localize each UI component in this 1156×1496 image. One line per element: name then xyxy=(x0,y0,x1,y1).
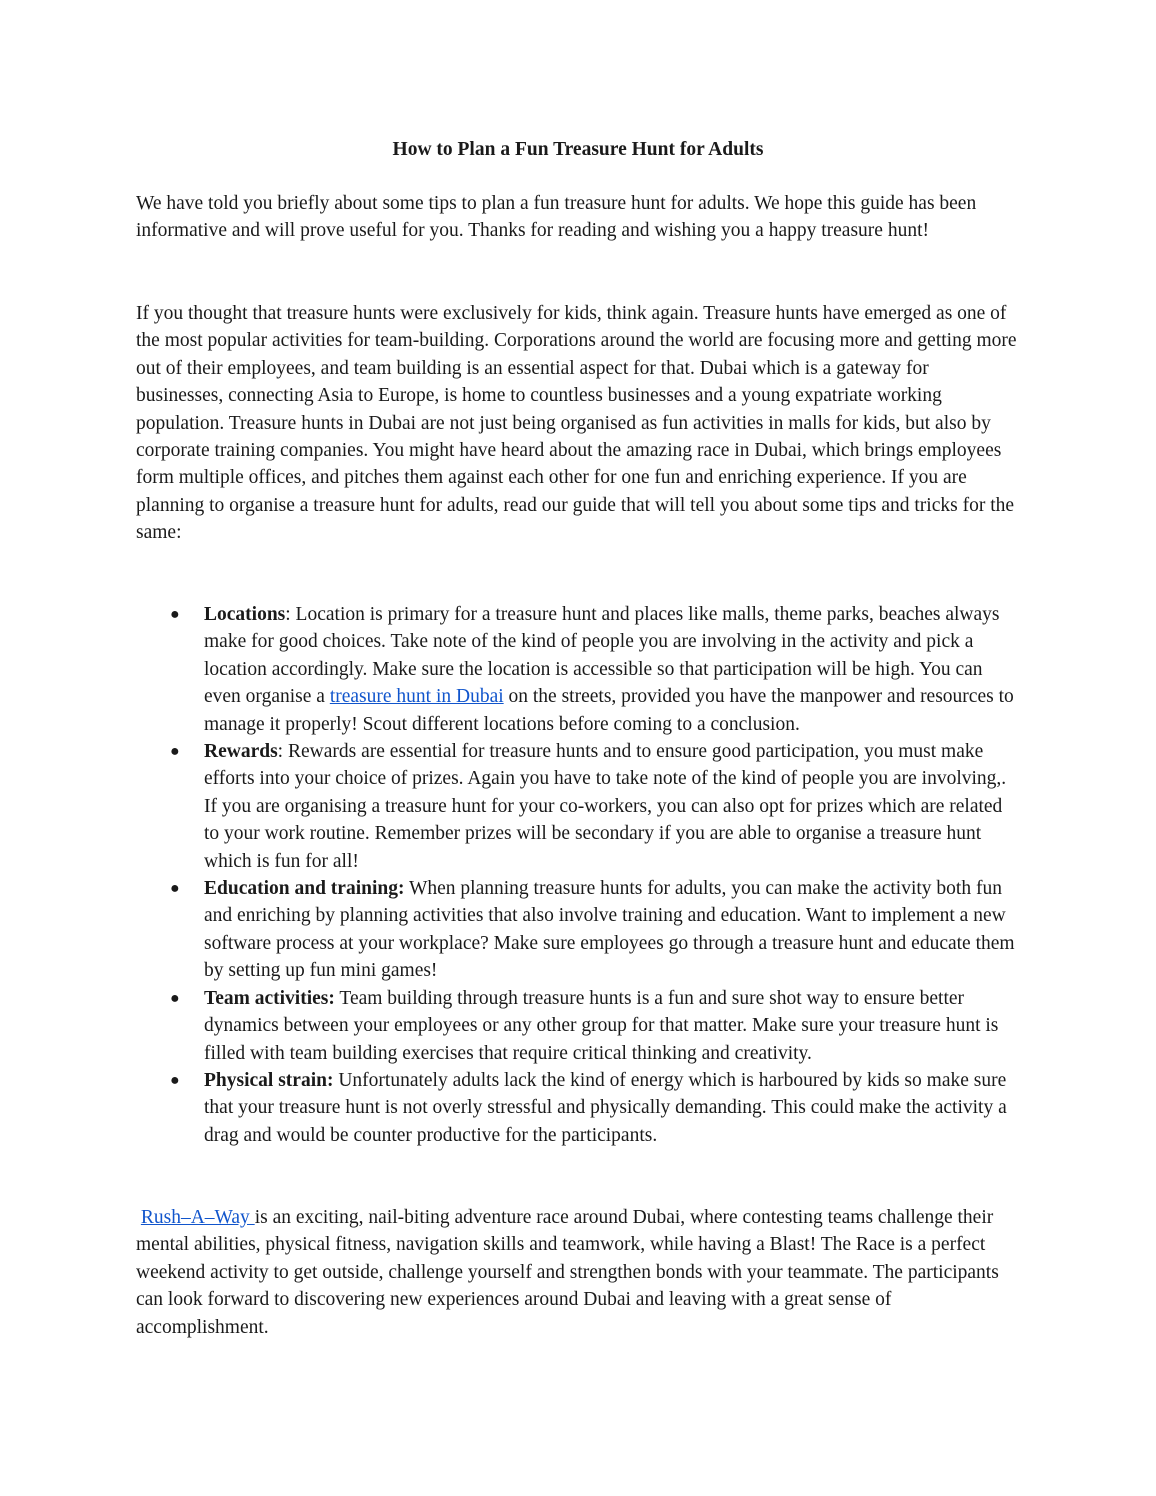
tip-term: Rewards xyxy=(204,741,278,763)
bullet-icon: ● xyxy=(170,743,180,761)
tip-term: Physical strain: xyxy=(204,1069,334,1091)
tips-list xyxy=(136,601,1026,1149)
tip-text: Unfortunately adults lack the kind of energy which is harboured by kids so make sure that your treasure hunt is not overly stressful and physically demanding. This could make the activity a drag and would be counter productive for the participants. xyxy=(204,1069,1007,1146)
list-item-education xyxy=(136,875,1022,985)
document-title: How to Plan a Fun Treasure Hunt for Adults xyxy=(392,139,764,160)
bullet-icon: ● xyxy=(170,880,180,898)
tip-text-continued: on the streets, provided you have the manpower and resources to manage it properly! Scout different locations before coming to a conclusion. xyxy=(204,686,1014,735)
closing-paragraph xyxy=(136,1204,1022,1341)
bullet-icon: ● xyxy=(170,1071,180,1089)
list-item-rewards xyxy=(136,738,1022,875)
tip-text: Team building through treasure hunts is a fun and sure shot way to ensure better dynamics between your employees or any other group for that matter. Make sure your treasure hunt is filled with team building exercises that require critical thinking and creativity. xyxy=(204,987,999,1064)
treasure-hunt-dubai-link[interactable]: treasure hunt in Dubai xyxy=(329,686,504,708)
tip-text: When planning treasure hunts for adults, you can make the activity both fun and enriching by planning activities that also involve training and education. Want to implement a new software process at your workplace? Make sure employees go through a treasure hunt and educate them by setting up fun mini games! xyxy=(204,878,1015,982)
intro-paragraph: We have told you briefly about some tips to plan a fun treasure hunt for adults. We hope this guide has been informative and will prove useful for you. Thanks for reading and wishing you a happy treasure hunt! xyxy=(136,193,977,242)
list-item-physical-strain xyxy=(136,1067,1022,1149)
tip-term: Locations xyxy=(204,604,286,625)
tip-text: : Location is primary for a treasure hunt and places like malls, theme parks, beaches always make for good choices. Take note of the kind of people you are involving in the activity and pick a location accordingly. Make sure the location is accessible so that participation will be high. You can even organise a xyxy=(204,604,1000,708)
closing-text: is an exciting, nail-biting adventure race around Dubai, where contesting teams challenge their mental abilities, physical fitness, navigation skills and teamwork, while having a Blast! The Race is a perfect weekend activity to get outside, challenge yourself and strengthen bonds with your teammate. The participants can look forward to discovering new experiences around Dubai and leaving with a great sense of accomplishment. xyxy=(136,1207,999,1338)
rush-a-way-link[interactable]: Rush–A–Way xyxy=(140,1207,255,1228)
bullet-icon: ● xyxy=(170,989,180,1007)
bullet-icon: ● xyxy=(170,606,180,623)
body-paragraph: If you thought that treasure hunts were exclusively for kids, think again. Treasure hunts have emerged as one of the most popular activities for team-building. Corporations around the world are focusing more and getting more out of their employees, and team building is an essential aspect for that. Dubai which is a gateway for businesses, connecting Asia to Europe, is home to countless businesses and a young expatriate working population. Treasure hunts in Dubai are not just being organised as fun activities in malls for kids, but also by corporate training companies. You might have heard about the amazing race in Dubai, which brings employees form multiple offices, and pitches them against each other for one fun and enriching experience. If you are planning to organise a treasure hunt for adults, read our guide that will tell you about some tips and tricks for the same: xyxy=(136,303,1017,544)
tip-term: Education and training: xyxy=(204,878,405,900)
list-item-locations xyxy=(136,601,1022,738)
tip-text: : Rewards are essential for treasure hunts and to ensure good participation, you must make efforts into your choice of prizes. Again you have to take note of the kind of people you are involving,. If you are organising a treasure hunt for your co-workers, you can also opt for prizes which are related to your work routine. Remember prizes will be secondary if you are able to organise a treasure hunt which is fun for all! xyxy=(204,741,1007,872)
list-item-team-activities xyxy=(136,985,1022,1067)
tip-term: Team activities: xyxy=(204,987,335,1009)
